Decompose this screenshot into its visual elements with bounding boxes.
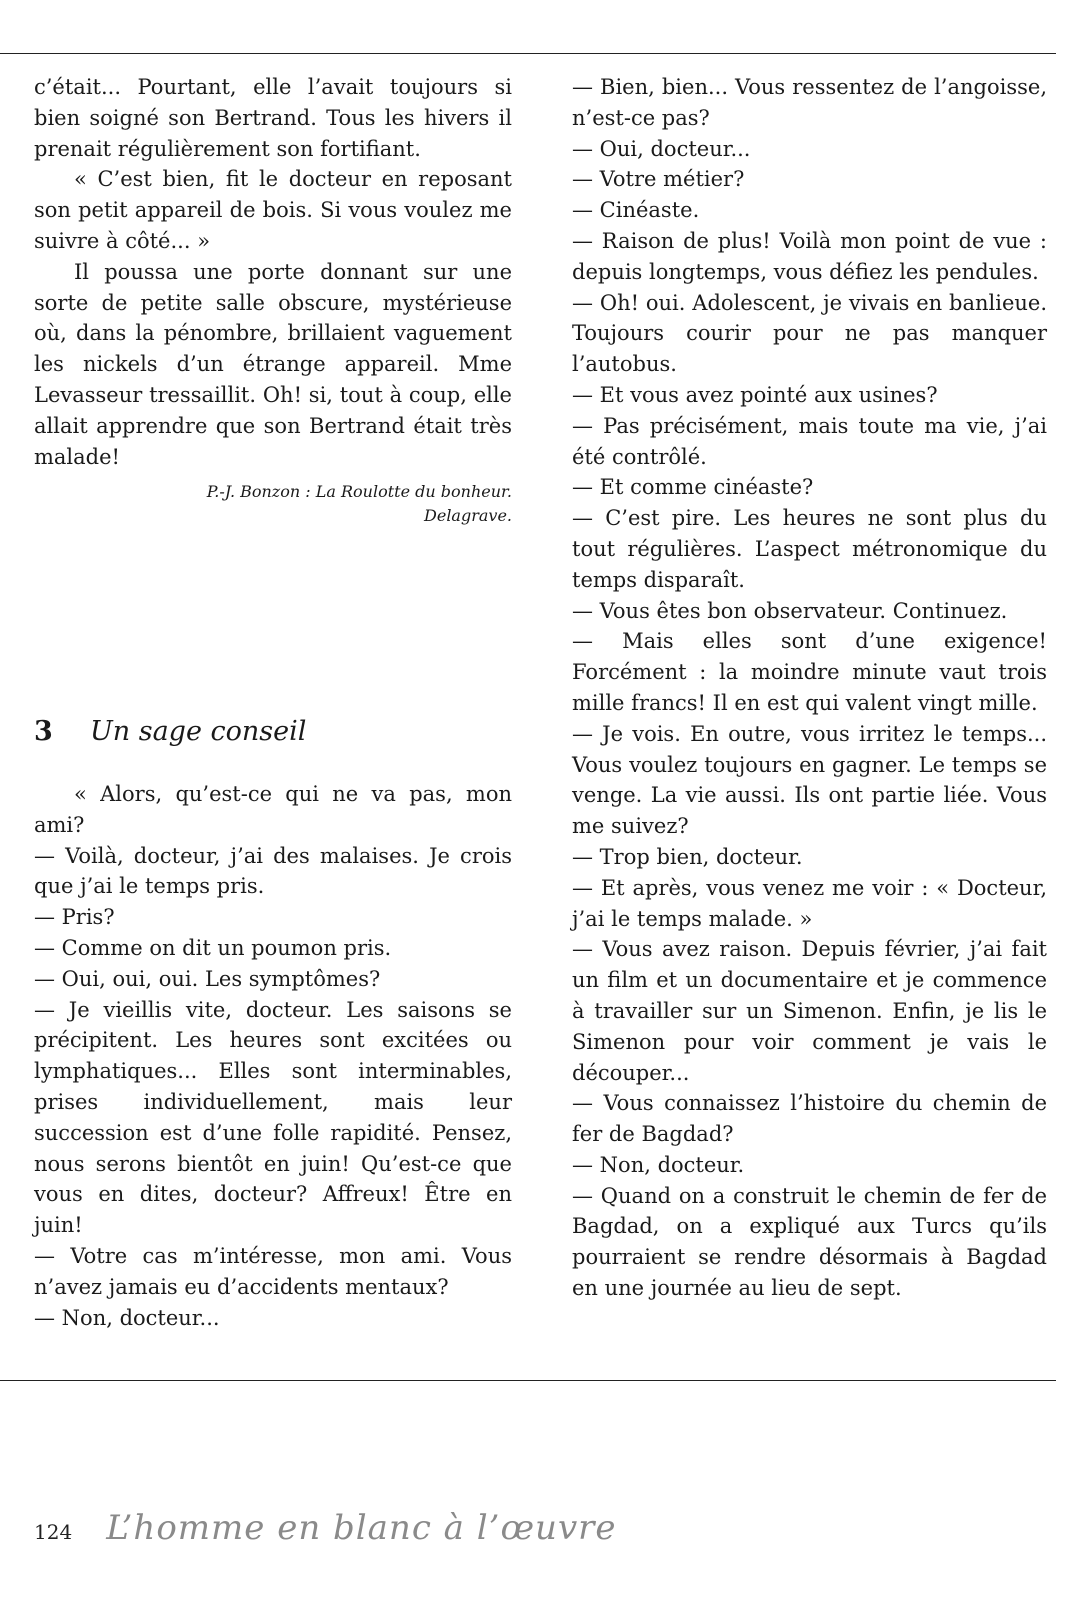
dialogue-line: — Non, docteur...: [34, 1305, 220, 1330]
left-column-section-text: [34, 779, 512, 1333]
dialogue-line: — Vous connaissez l’histoire du chemin de fer de Bagdad?: [572, 1091, 1047, 1147]
page-footer: [34, 1508, 617, 1558]
source-line: P.-J. Bonzon : La Roulotte du bonheur.: [206, 482, 512, 502]
dialogue-line: — Pris?: [34, 905, 115, 930]
dialogue-line: — Oui, docteur...: [572, 136, 751, 161]
dialogue-line: — Trop bien, docteur.: [572, 844, 803, 869]
dialogue-line: — Je vois. En outre, vous irritez le temps... Vous voulez toujours en gagner. Le temps se venge. La vie aussi. Ils ont partie liée. Vous me suivez?: [572, 721, 1047, 839]
dialogue-line: — Votre métier?: [572, 167, 745, 192]
dialogue-line: — Et vous avez pointé aux usines?: [572, 382, 938, 407]
source-line: Delagrave.: [424, 506, 512, 526]
dialogue-line: — Oui, oui, oui. Les symptômes?: [34, 966, 381, 991]
dialogue-line: — Bien, bien... Vous ressentez de l’angoisse, n’est-ce pas?: [572, 75, 1047, 130]
dialogue-line: — Comme on dit un poumon pris.: [34, 935, 392, 960]
dialogue-line: — Et après, vous venez me voir : « Docteur, j’ai le temps malade. »: [572, 875, 1047, 931]
dialogue-line: — Vous êtes bon observateur. Continuez.: [572, 598, 1008, 623]
source-citation: [34, 480, 512, 528]
dialogue-line: — Cinéaste.: [572, 198, 700, 223]
dialogue-line: — Et comme cinéaste?: [572, 475, 814, 500]
paragraph: Il poussa une porte donnant sur une sorte de petite salle obscure, mystérieuse où, dans la pénombre, brillaient vaguement les nickels d’un étrange appareil. Mme Levasseur tressaillit. Oh! si, tout à coup, elle allait apprendre que son Bertrand était très malade!: [34, 259, 512, 469]
right-column-text: [572, 72, 1047, 1304]
dialogue-line: — Je vieillis vite, docteur. Les saisons se précipitent. Les heures sont excitées ou lymphatiques... Elles sont interminables, prises individuellement, mais leur succession est d’une folle rapidité. Pensez, nous serons bientôt en juin! Qu’est-ce que vous en dites, docteur? Affreux! Être en juin!: [34, 997, 512, 1238]
paragraph: « C’est bien, fit le docteur en reposant son petit appareil de bois. Si vous voulez me suivre à côté... »: [34, 167, 512, 253]
dialogue-line: — Vous avez raison. Depuis février, j’ai fait un film et un documentaire et je commence à travailler sur un Simenon. Enfin, je lis le Simenon pour voir comment je vais le découper...: [572, 937, 1047, 1085]
dialogue-line: — Votre cas m’intéresse, mon ami. Vous n’avez jamais eu d’accidents mentaux?: [34, 1243, 512, 1299]
dialogue-line: — Voilà, docteur, j’ai des malaises. Je crois que j’ai le temps pris.: [34, 843, 512, 899]
page-number: 124: [34, 1520, 73, 1544]
dialogue-line: — Raison de plus! Voilà mon point de vue : depuis longtemps, vous défiez les pendules.: [572, 228, 1047, 284]
dialogue-line: — Oh! oui. Adolescent, je vivais en banlieue. Toujours courir pour ne pas manquer l’autobus.: [572, 290, 1047, 377]
paragraph: c’était... Pourtant, elle l’avait toujours si bien soigné son Bertrand. Tous les hivers il prenait régulièrement son fortifiant.: [34, 75, 512, 161]
paragraph: « Alors, qu’est-ce qui ne va pas, mon ami?: [34, 782, 512, 837]
section-heading: [34, 712, 512, 752]
top-rule: [0, 53, 1056, 54]
left-column-text: [34, 72, 512, 528]
bottom-rule: [0, 1380, 1056, 1381]
dialogue-line: — Quand on a construit le chemin de fer de Bagdad, on a expliqué aux Turcs qu’ils pourraient se rendre désormais à Bagdad en une journée au lieu de sept.: [572, 1183, 1047, 1301]
section-title: Un sage conseil: [90, 716, 307, 747]
dialogue-line: — Non, docteur.: [572, 1152, 745, 1177]
running-title: L’homme en blanc à l’œuvre: [106, 1508, 617, 1548]
dialogue-line: — Mais elles sont d’une exigence! Forcément : la moindre minute vaut trois mille francs! Il en est qui valent vingt mille.: [572, 629, 1047, 715]
dialogue-line: — C’est pire. Les heures ne sont plus du tout régulières. L’aspect métronomique du temps disparaît.: [572, 506, 1047, 592]
dialogue-line: — Pas précisément, mais toute ma vie, j’ai été contrôlé.: [572, 413, 1047, 469]
section-number: 3: [34, 716, 53, 747]
